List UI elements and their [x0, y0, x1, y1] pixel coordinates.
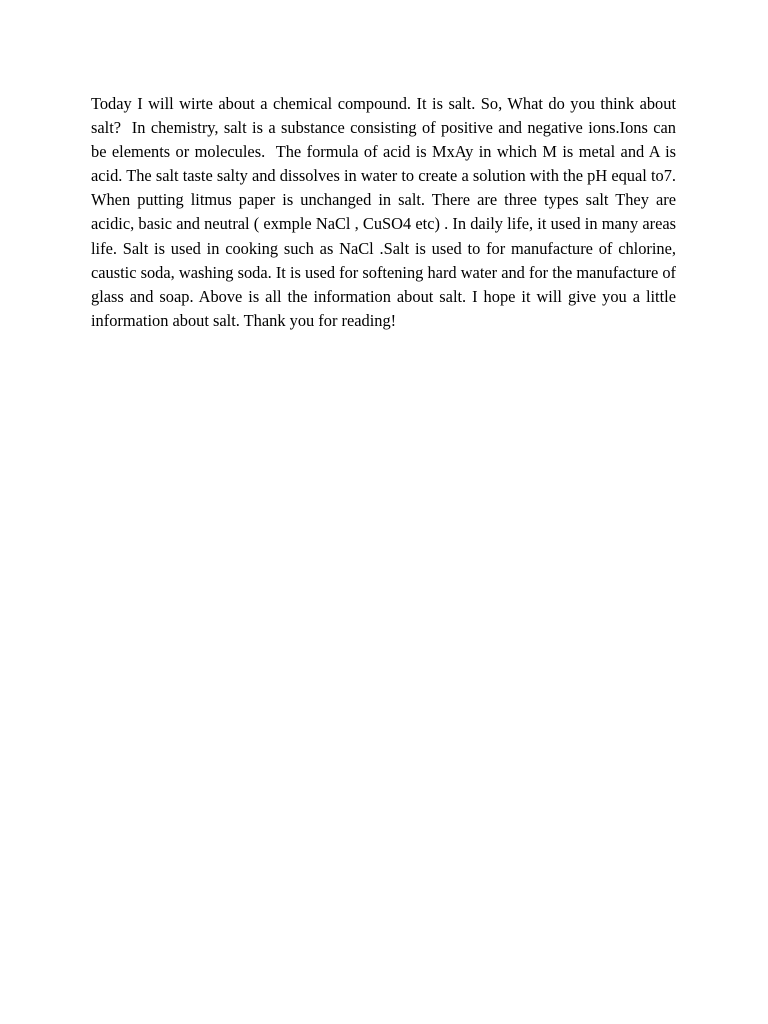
body-paragraph: Today I will wirte about a chemical compound. It is salt. So, What do you think about salt? In chemistry, salt is a substance consisting of positive and negative ions.Ions can be elements or molecules. The formula of acid is MxAy in which M is metal and A is acid. The salt taste salty and dissolves in water to create a solution with the pH equal to7. When putting litmus paper is unchanged in salt. There are three types salt They are acidic, basic and neutral ( exmple NaCl , CuSO4 etc) . In daily life, it used in many areas life. Salt is used in cooking such as NaCl .Salt is used to for manufacture of chlorine, caustic soda, washing soda. It is used for softening hard water and for the manufacture of glass and soap. Above is all the information about salt. I hope it will give you a little information about salt. Thank you for reading! [91, 94, 681, 330]
